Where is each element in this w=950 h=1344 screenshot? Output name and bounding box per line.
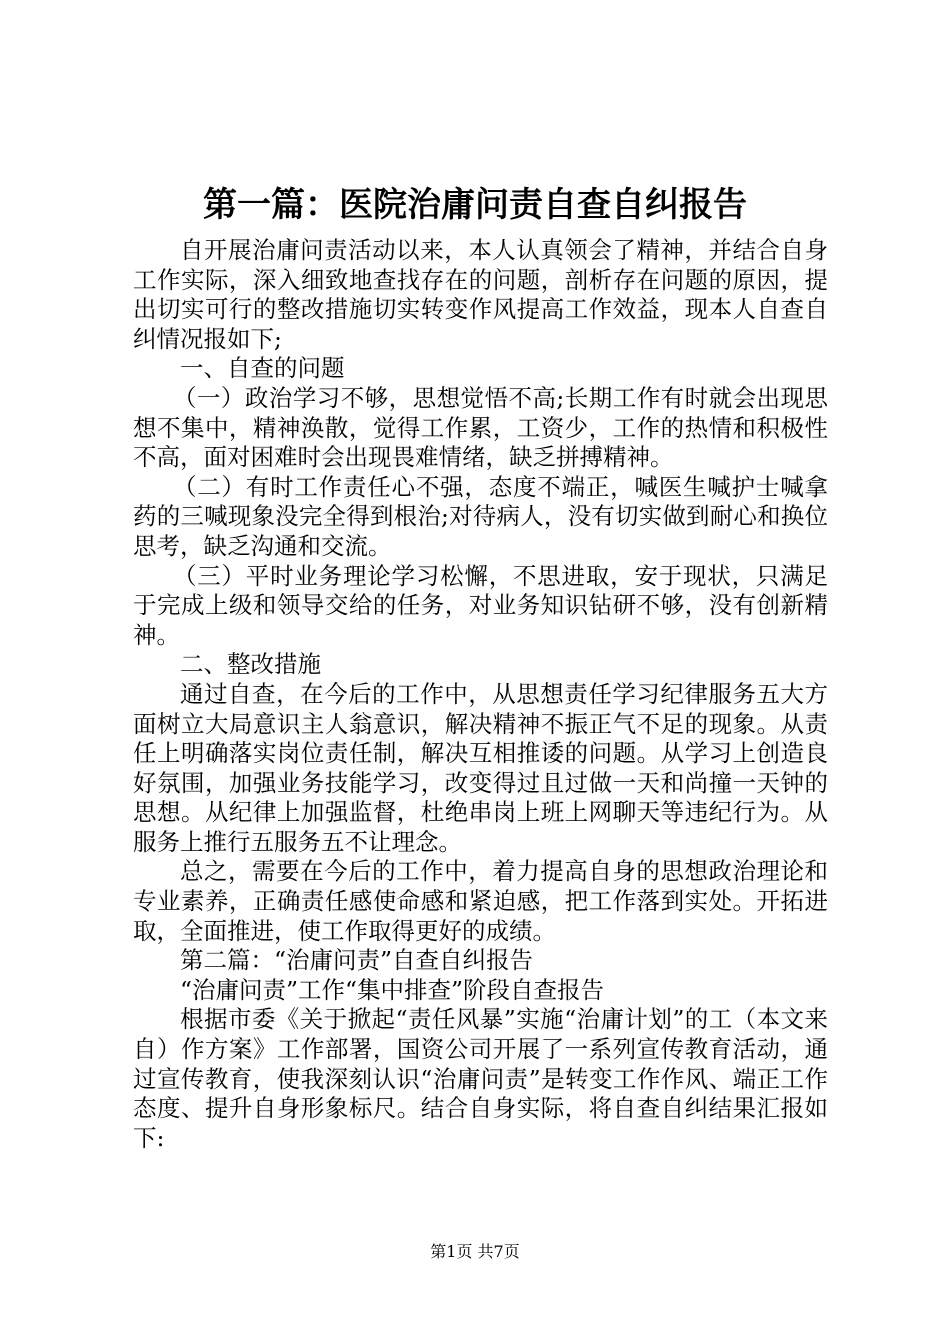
paragraph-issue-2: （二）有时工作责任心不强，态度不端正，喊医生喊护士喊拿药的三喊现象没完全得到根治;对待病人，没有切实做到耐心和换位思考，缺乏沟通和交流。 bbox=[133, 472, 828, 560]
heading-rectification-measures: 二、整改措施 bbox=[180, 650, 321, 679]
document-body bbox=[133, 236, 828, 1153]
paragraph-intro: 自开展治庸问责活动以来，本人认真领会了精神，并结合自身工作实际，深入细致地查找存在的问题，剖析存在问题的原因，提出切实可行的整改措施切实转变作风提高工作效益，现本人自查自纠情况报如下; bbox=[133, 236, 828, 353]
heading-second-article: 第二篇：“治庸问责”自查自纠报告 bbox=[180, 946, 534, 975]
paragraph-issue-1: （一）政治学习不够，思想觉悟不高;长期工作有时就会出现思想不集中，精神涣散，觉得工作累，工资少，工作的热情和积极性不高，面对困难时会出现畏难情绪，缺乏拼搏精神。 bbox=[133, 383, 828, 472]
paragraph-issue-3: （三）平时业务理论学习松懈，不思进取，安于现状，只满足于完成上级和领导交给的任务，对业务知识钻研不够，没有创新精神。 bbox=[133, 561, 828, 649]
paragraph-measures: 通过自查，在今后的工作中，从思想责任学习纪律服务五大方面树立大局意识主人翁意识，解决精神不振正气不足的现象。从责任上明确落实岗位责任制，解决互相推诿的问题。从学习上创造良好氛围，加强业务技能学习，改变得过且过做一天和尚撞一天钟的思想。从纪律上加强监督，杜绝串岗上班上网聊天等违纪行为。从服务上推行五服务五不让理念。 bbox=[133, 679, 828, 856]
paragraph-second-intro: 根据市委《关于掀起“责任风暴”实施“治庸计划”的工（本文来自）作方案》工作部署，国资公司开展了一系列宣传教育活动，通过宣传教育，使我深刻认识“治庸问责”是转变工作作风、端正工作态度、提升自身形象标尺。结合自身实际，将自查自纠结果汇报如下: bbox=[133, 1005, 828, 1152]
heading-self-check-issues: 一、自查的问题 bbox=[180, 354, 345, 383]
paragraph-conclusion: 总之，需要在今后的工作中，着力提高自身的思想政治理论和专业素养，正确责任感使命感和紧迫感，把工作落到实处。开拓进取，全面推进，使工作取得更好的成绩。 bbox=[133, 857, 828, 945]
subheading-report: “治庸问责”工作“集中排查”阶段自查报告 bbox=[180, 975, 605, 1004]
document-title: 第一篇：医院治庸问责自查自纠报告 bbox=[203, 185, 747, 225]
page-number-footer: 第1页 共7页 bbox=[430, 1242, 520, 1261]
